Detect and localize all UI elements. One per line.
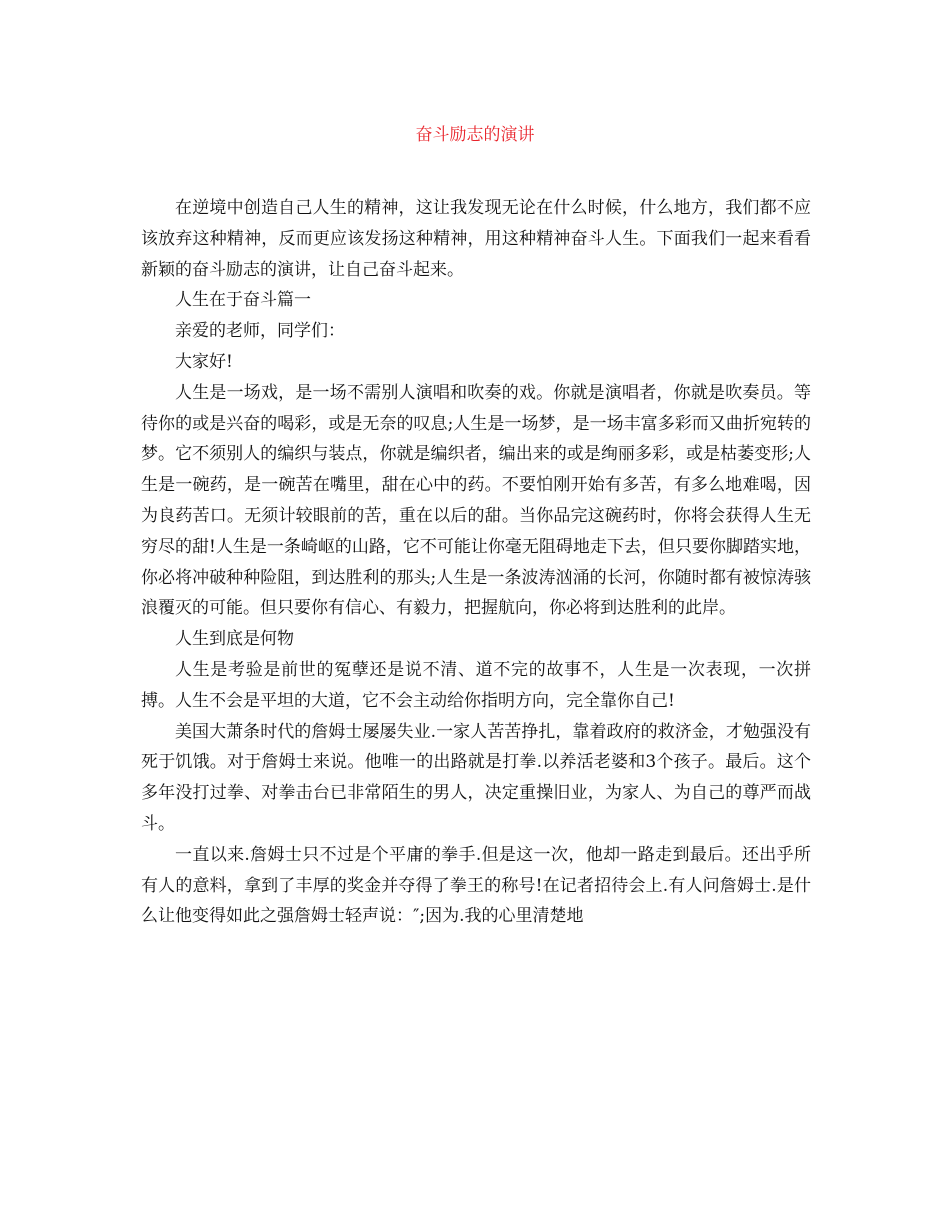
paragraph: 人生是考验是前世的冤孽还是说不清、道不完的故事不，人生是一次表现，一次拼搏。人生不会是平坦的大道，它不会主动给你指明方向，完全靠你自己! xyxy=(141,659,811,711)
paragraph: 一直以来.詹姆士只不过是个平庸的拳手.但是这一次，他却一路走到最后。还出乎所有人的意料，拿到了丰厚的奖金并夺得了拳王的称号!在记者招待会上.有人问詹姆士.是什么让他变得如此之强詹姆士轻声说：″;因为.我的心里清楚地 xyxy=(141,844,811,927)
paragraph: 美国大萧条时代的詹姆士屡屡失业.一家人苦苦挣扎，靠着政府的救济金，才勉强没有死于饥饿。对于詹姆士来说。他唯一的出路就是打拳.以养活老婆和3个孩子。最后。这个多年没打过拳、对拳击台已非常陌生的男人，决定重操旧业，为家人、为自己的尊严而战斗。 xyxy=(141,721,811,834)
greeting: 大家好! xyxy=(175,351,233,372)
document-body xyxy=(141,193,811,932)
paragraph: 人生是一场戏，是一场不需别人演唱和吹奏的戏。你就是演唱者，你就是吹奏员。等待你的或是兴奋的喝彩，或是无奈的叹息;人生是一场梦，是一场丰富多彩而又曲折宛转的梦。它不须别人的编织与装点，你就是编织者，编出来的或是绚丽多彩，或是枯萎变形;人生是一碗药，是一碗苦在嘴里，甜在心中的药。不要怕刚开始有多苦，有多么地难喝，因为良药苦口。无须计较眼前的苦，重在以后的甜。当你品完这碗药时，你将会获得人生无穷尽的甜!人生是一条崎岖的山路，它不可能让你毫无阻碍地走下去，但只要你脚踏实地，你必将冲破种种险阻，到达胜利的那头;人生是一条波涛汹涌的长河，你随时都有被惊涛骇浪覆灭的可能。但只要你有信心、有毅力，把握航向，你必将到达胜利的此岸。 xyxy=(141,382,811,619)
paragraph-intro: 在逆境中创造自己人生的精神，这让我发现无论在什么时候，什么地方，我们都不应该放弃这种精神，反而更应该发扬这种精神，用这种精神奋斗人生。下面我们一起来看看新颖的奋斗励志的演讲，让自己奋斗起来。 xyxy=(141,198,811,280)
salutation: 亲爱的老师，同学们： xyxy=(175,321,345,342)
section-heading: 人生在于奋斗篇一 xyxy=(175,290,311,311)
document-title: 奋斗励志的演讲 xyxy=(415,125,535,145)
section-heading: 人生到底是何物 xyxy=(175,629,294,650)
